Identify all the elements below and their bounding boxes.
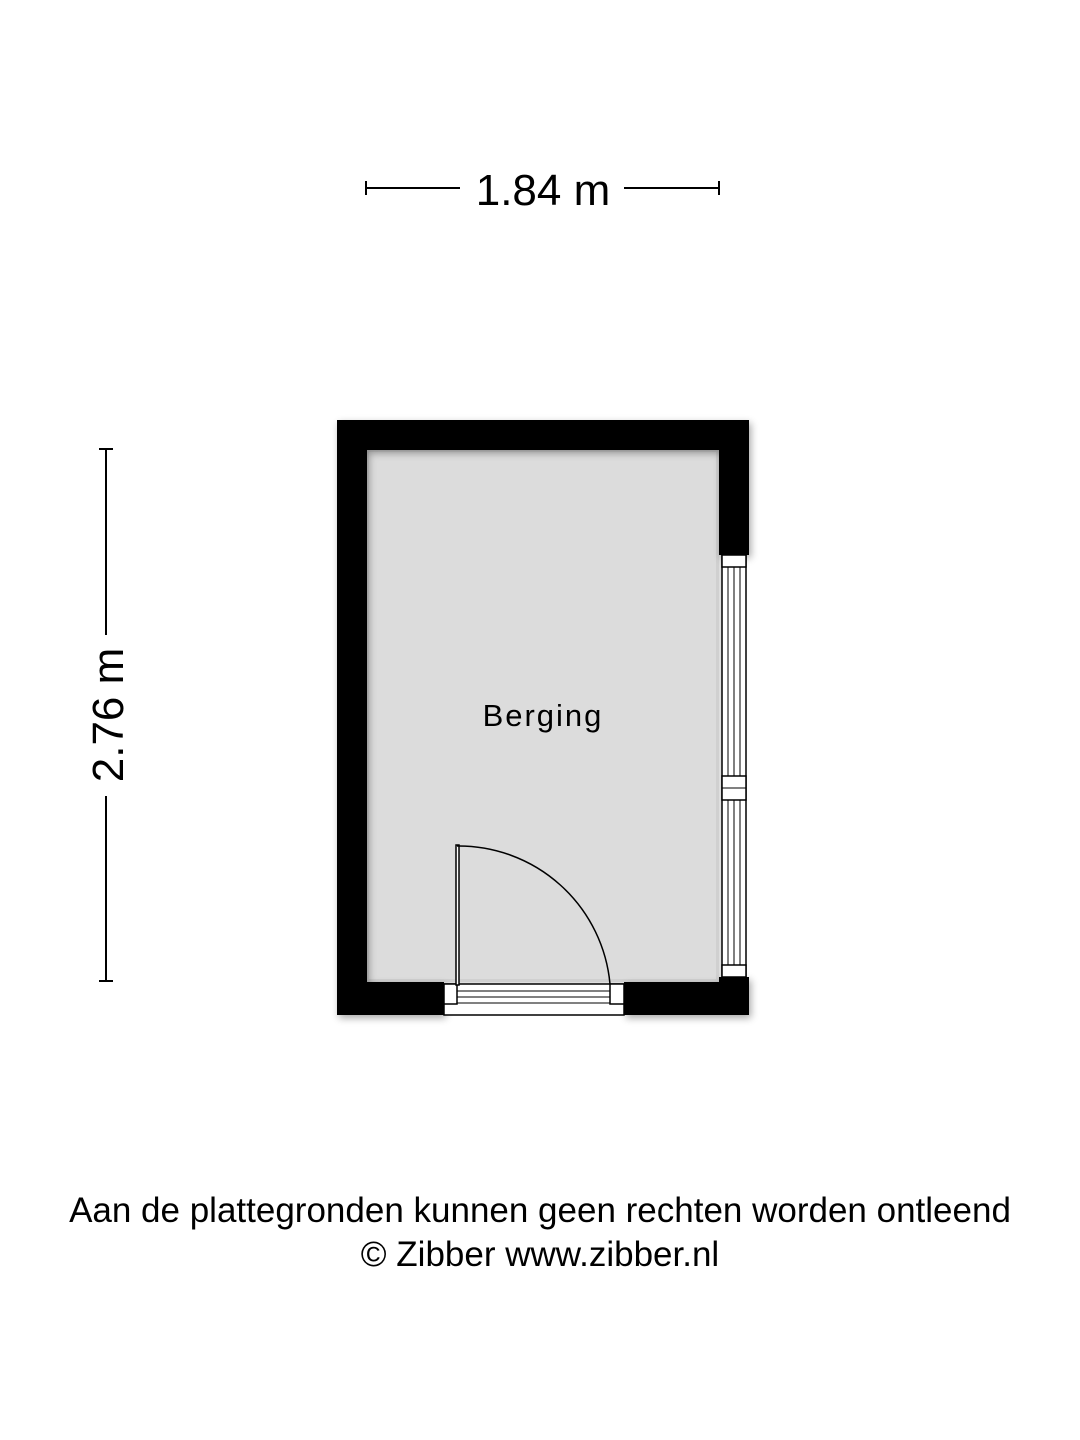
copyright-text: © Zibber www.zibber.nl <box>360 1235 720 1274</box>
wall-bottom-right <box>624 982 749 1015</box>
door-threshold-frame <box>444 984 624 1015</box>
width-dimension <box>366 166 719 215</box>
wall-right-upper <box>719 420 749 555</box>
wall-top <box>337 420 749 450</box>
door-leaf <box>456 845 459 985</box>
door-jamb-left <box>444 984 457 1004</box>
height-dimension-label: 2.76 m <box>84 647 133 783</box>
width-dimension-label: 1.84 m <box>475 166 611 215</box>
wall-bottom-left <box>337 982 444 1015</box>
wall-left <box>337 420 367 1015</box>
window-right-bottom-sill <box>722 965 746 977</box>
door-threshold <box>444 984 624 1015</box>
height-dimension <box>84 449 133 981</box>
door-jamb-right <box>610 984 624 1004</box>
room-label: Berging <box>482 698 604 733</box>
window-right-top-sill <box>722 555 746 567</box>
disclaimer-text: Aan de plattegronden kunnen geen rechten worden ontleend <box>69 1191 1011 1230</box>
window-right <box>722 555 746 977</box>
